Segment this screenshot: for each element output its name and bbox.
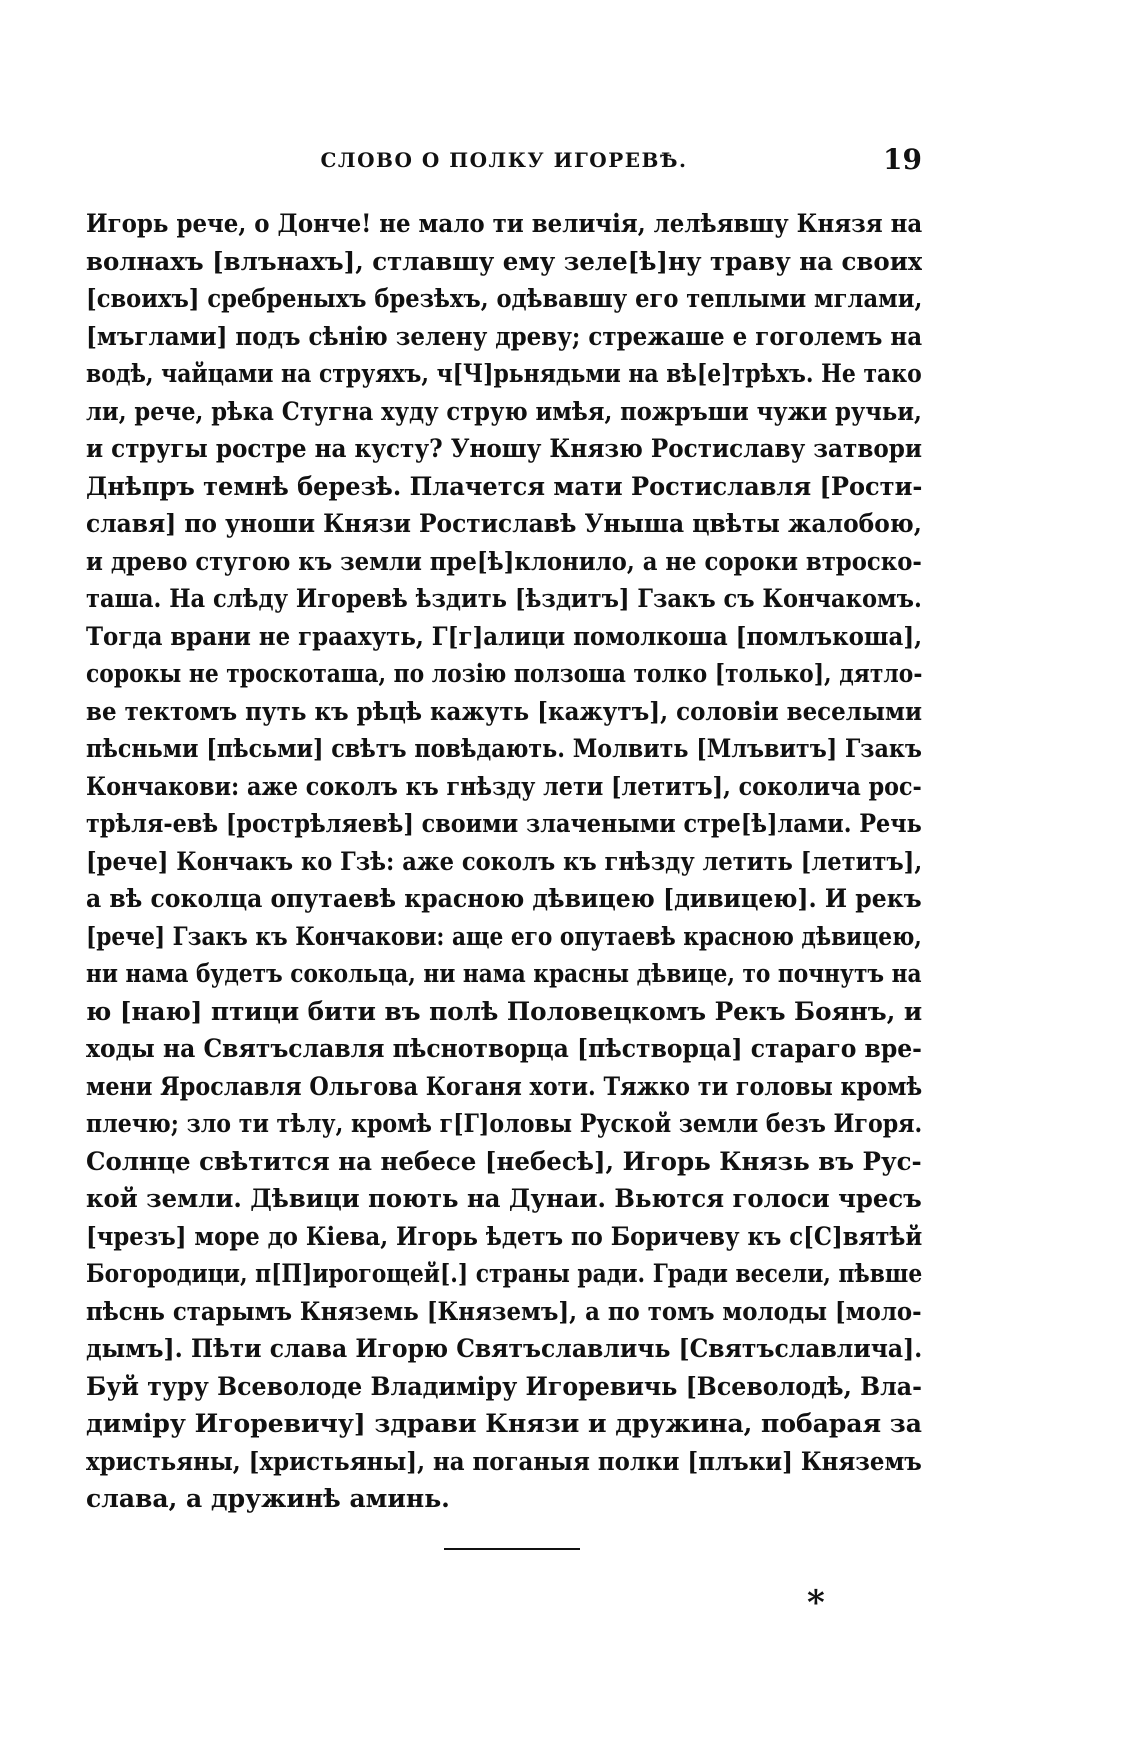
text-line: ни нама будетъ сокольца, ни нама красны дѣвице, то почнутъ на [86,959,922,988]
text-line: сорокы не троскоташа, по лозію ползоша толко [только], дятло- [86,659,923,688]
text-line: [своихъ] сребреныхъ брезѣхъ, одѣвавшу его теплыми мглами, [86,284,923,313]
text-line: Днѣпръ темнѣ березѣ. Плачется мати Ростиславля [Рости- [86,471,922,501]
text-line: [мъглами] подъ сѣнію зелену древу; стрежаше е гоголемъ на [86,321,923,351]
text-line: Тогда врани не граахуть, Г[г]алици помолкоша [помлъкоша], [86,621,923,651]
text-line: волнахъ [влънахъ], стлавшу ему зеле[ѣ]ну траву на своих [86,246,923,276]
text-line: ве тектомъ путь къ рѣцѣ кажуть [кажутъ], соловіи веселыми [86,696,922,726]
text-line: Буй туру Всеволоде Владиміру Игоревичь [Всеволодѣ, Вла- [86,1371,922,1401]
text-line: христьяны, [христьяны], на поганыя полки [плъки] Княземъ [86,1446,922,1476]
running-head [86,143,922,188]
text-line: [чрезъ] море до Кіева, Игорь ѣдетъ по Боричеву къ с[С]вятѣй [86,1221,923,1251]
text-line: ю [наю] птици бити въ полѣ Половецкомъ Рекъ Боянъ, и [86,996,922,1026]
text-line: водѣ, чайцами на струяхъ, ч[Ч]рьнядьми на вѣ[е]трѣхъ. Не тако [86,359,922,388]
text-line: Игорь рече, о Донче! не мало ти величія, лелѣявшу Князя на [86,209,923,238]
section-divider [444,1548,580,1550]
text-line: пѣсньми [пѣсьми] свѣтъ повѣдають. Молвить [Млъвитъ] Гзакъ [86,734,922,763]
text-line: мени Ярославля Ольгова Коганя хоти. Тяжко ти головы кромѣ [86,1071,923,1101]
text-line: пѣснь старымъ Княземь [Княземъ], а по томъ молоды [моло- [86,1296,922,1326]
text-line: и древо стугою къ земли пре[ѣ]клонило, а не сороки втроско- [86,546,922,576]
text-line: [рече] Гзакъ къ Кончакови: аще его опутаевѣ красною дѣвицею, [86,921,922,951]
text-line: Кончакови: аже соколъ къ гнѣзду лети [летитъ], соколича рос- [86,771,922,801]
text-line: а вѣ соколца опутаевѣ красною дѣвицею [дивицею]. И рекъ [86,884,922,913]
text-line: и стругы ростре на кусту? Уношу Князю Ростиславу затвори [86,434,923,463]
asterisk-mark: * [807,1583,825,1623]
text-line: кой земли. Дѣвици поють на Дунаи. Вьются голоси чресъ [86,1184,922,1213]
text-line: слава, а дружинѣ аминь. [86,1484,450,1513]
main-text [86,205,922,1518]
text-line: дымъ]. Пѣти слава Игорю Святъславличь [Святъславлича]. [86,1334,923,1363]
text-line: плечю; зло ти тѣлу, кромѣ г[Г]оловы Руской земли безъ Игоря. [86,1109,923,1138]
text-line: диміру Игоревичу] здрави Князи и дружина, побарая за [86,1409,922,1438]
text-line: таша. На слѣду Игоревѣ ѣздить [ѣздитъ] Гзакъ съ Кончакомъ. [86,584,922,613]
text-line: ходы на Святъславля пѣснотворца [пѣстворца] стараго вре- [86,1034,922,1063]
page-number: 19 [883,143,922,176]
text-line: Богородици, п[П]ирогощей[.] страны ради. Гради весели, пѣвше [86,1259,923,1288]
text-line: трѣля-евѣ [рострѣляевѣ] своими злачеными стре[ѣ]лами. Речь [86,809,922,838]
running-title: СЛОВО О ПОЛКУ ИГОРЕВѢ. [320,148,688,172]
text-line: Солнце свѣтится на небесе [небесѣ], Игорь Князь въ Рус- [86,1146,922,1176]
text-line: ли, рече, рѣка Стугна худу струю имѣя, пожръши чужи ручьи, [86,396,922,426]
text-line: славя] по уноши Князи Ростиславѣ Уныша цвѣты жалобою, [86,509,922,538]
text-line: [рече] Кончакъ ко Гзѣ: аже соколъ къ гнѣзду летить [летитъ], [86,846,922,876]
